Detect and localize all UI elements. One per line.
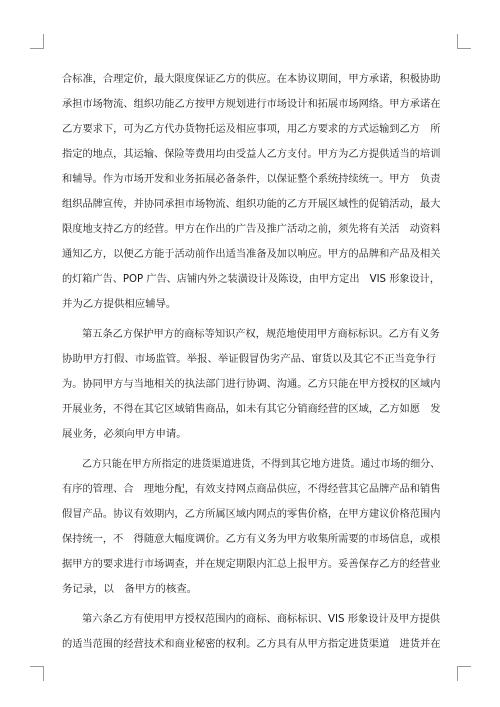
text-line: 指定的地点，其运输、保险等费用均由受益人乙方支付。甲方为乙方提供适当的培训 (62, 148, 441, 160)
text-line: 第五条乙方保护甲方的商标等知识产权，规范地使用甲方商标标识。乙方有义务 (82, 328, 440, 340)
crop-mark-bottom-right-v (457, 666, 458, 681)
text-line: 协助甲方打假、市场监管。举报、举证假冒伪劣产品、窜货以及其它不正当竞争行 (62, 353, 437, 365)
crop-mark-top-left-h (30, 48, 44, 49)
text-line: 的适当范围的经营技术和商业秘密的权利。乙方具有从甲方指定进货渠道 进货并在 (62, 638, 441, 650)
text-line: 假冒产品。协议有效期内，乙方所属区域内网点的零售价格，在甲方建议价格范围内 (62, 508, 441, 520)
text-line: 务记录，以 备甲方的核查。 (62, 583, 198, 595)
text-line: 为。协同甲方与当地相关的执法部门进行协调、沟通。乙方只能在甲方授权的区域内 (62, 378, 441, 390)
text-line: 展业务，必须向甲方申请。 (62, 428, 187, 440)
text-line: 保持统一，不 得随意大幅度调价。乙方有义务为甲方收集所需要的市场信息，或根 (62, 533, 441, 545)
text-line: 组织品牌宣传，并协同承担市场物流、组织功能的乙方开展区域性的促销活动，最大 (62, 198, 441, 210)
text-line: 乙方只能在甲方所指定的进货渠道进货，不得到其它地方进货。通过市场的细分、 (82, 458, 441, 470)
text-line: 的灯箱广告、POP 广告、店铺内外之装潢设计及陈设，由甲方定出 VIS 形象设计， (62, 273, 440, 285)
crop-mark-bottom-left-v (43, 666, 44, 681)
text-line: 第六条乙方有使用甲方授权范围内的商标、商标标识、VIS 形象设计及甲方提供 (82, 613, 440, 625)
text-line: 通知乙方，以便乙方能于活动前作出适当准备及加以响应。甲方的品牌和产品及相关 (62, 248, 441, 260)
text-line: 开展业务，不得在其它区域销售商品，如未有其它分销商经营的区域，乙方如愿 发 (62, 403, 441, 415)
crop-mark-top-right-h (457, 48, 471, 49)
text-line: 有序的管理、合 理地分配，有效支持网点商品供应，不得经营其它品牌产品和销售 (62, 483, 441, 495)
text-line: 并为乙方提供相应辅导。 (62, 298, 177, 310)
text-line: 限度地支持乙方的经营。甲方在作出的广告及推广活动之前，须先将有关活 动资料 (62, 223, 441, 235)
crop-mark-bottom-left-h (30, 666, 44, 667)
text-line: 合标准，合理定价，最大限度保证乙方的供应。在本协议期间，甲方承诺，积极协助 (62, 73, 441, 85)
crop-mark-bottom-right-h (457, 666, 471, 667)
text-line: 据甲方的要求进行市场调查，并在规定期限内汇总上报甲方。妥善保存乙方的经营业 (62, 558, 441, 570)
text-line: 和辅导。作为市场开发和业务拓展必备条件，以保证整个系统持续统一。甲方 负责 (62, 173, 441, 185)
crop-mark-top-left-v (43, 34, 44, 49)
text-line: 承担市场物流、组织功能乙方按甲方规划进行市场设计和拓展市场网络。甲方承诺在 (62, 98, 441, 110)
text-line: 乙方要求下，可为乙方代办货物托运及相应事项，用乙方要求的方式运输到乙方 所 (62, 123, 441, 135)
crop-mark-top-right-v (457, 34, 458, 49)
